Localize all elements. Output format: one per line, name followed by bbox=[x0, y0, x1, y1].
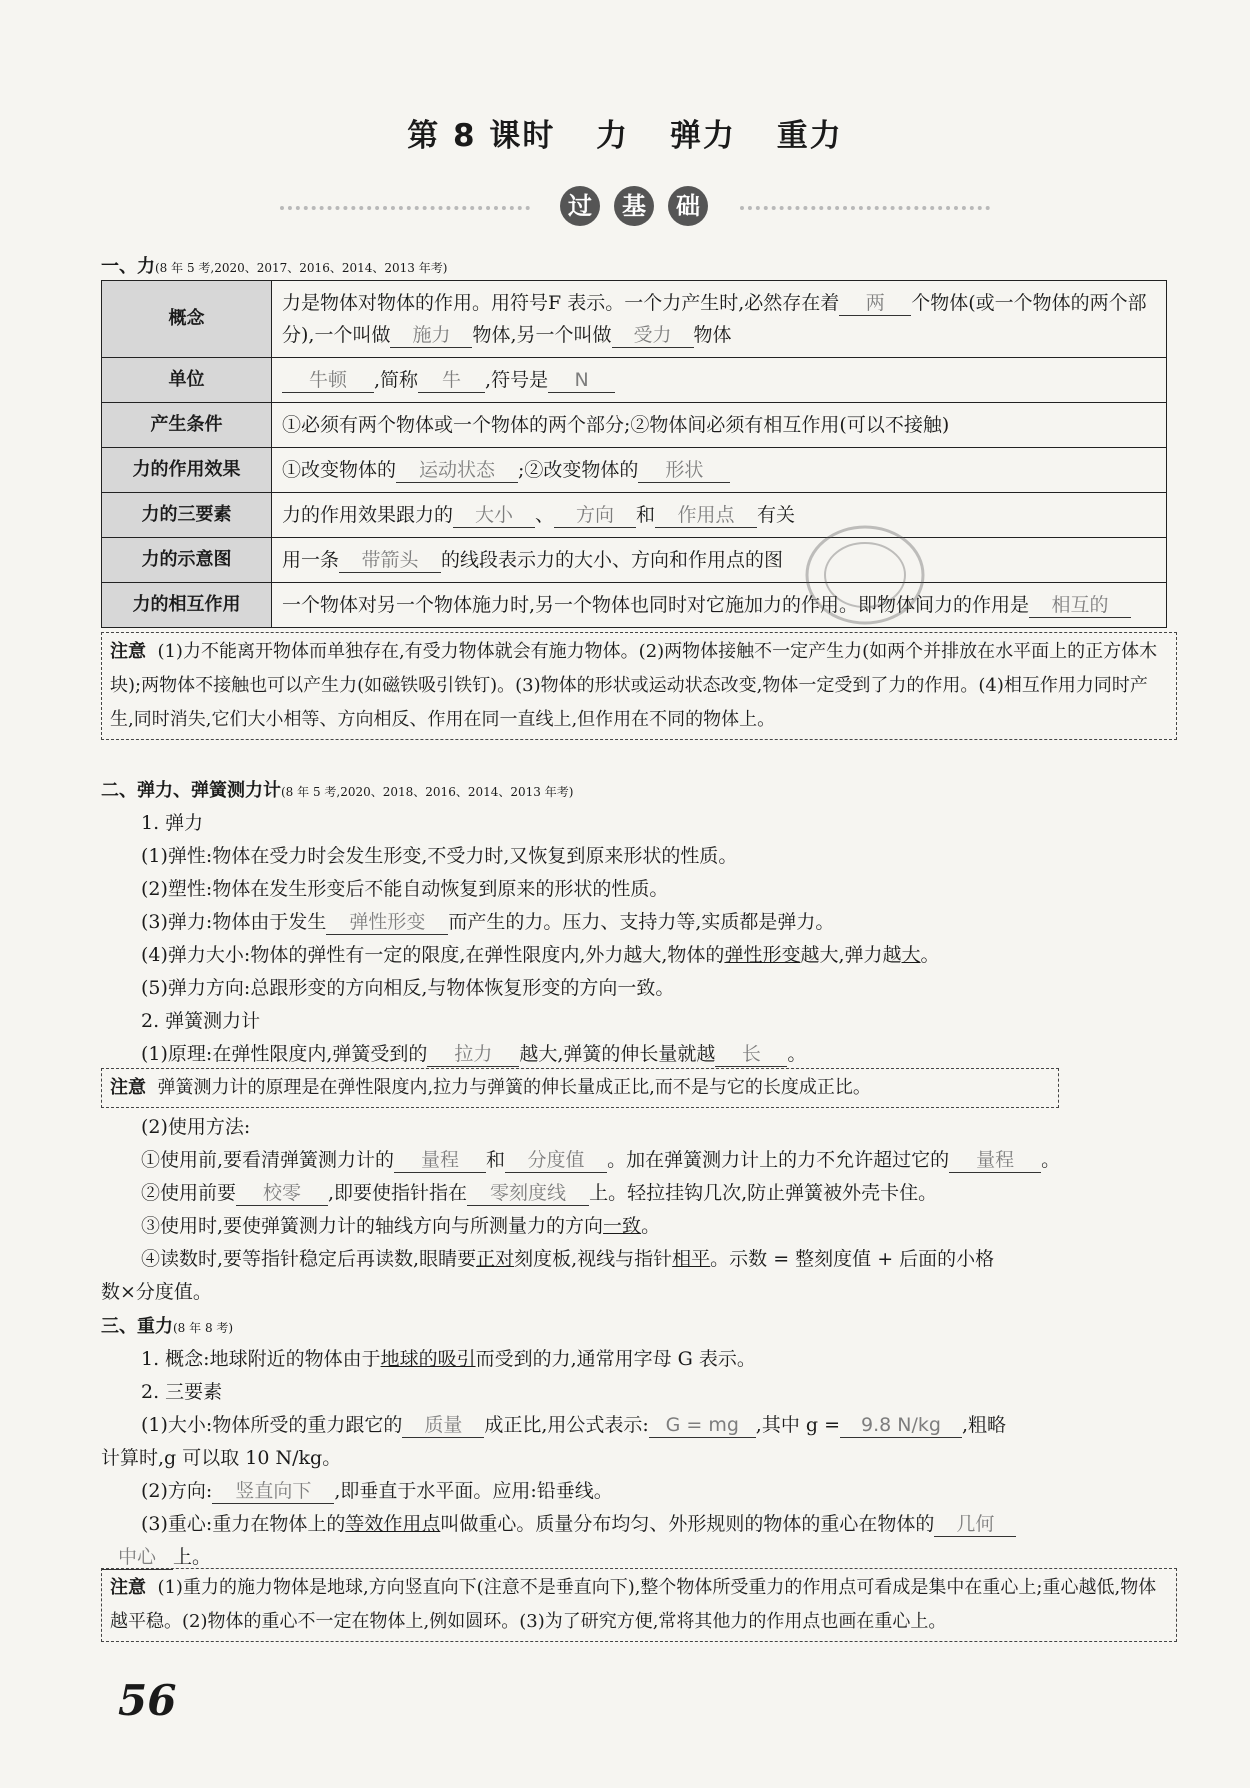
banner-dots-right bbox=[740, 206, 990, 214]
note-force: 注意 (1)力不能离开物体而单独存在,有受力物体就会有施力物体。(2)两物体接触不一定产生力(如两个并排放在水平面上的正方体木块);两物体不接触也可以产生力(如磁铁吸引铁钉)。(3)物体的形状或运动状态改变,物体一定受到了力的作用。(4)相互作用力同时产生,同时消失,它们大小相等、方向相反、作用在同一直线上,但作用在不同的物体上。 bbox=[101, 632, 1177, 740]
text-line: (1)大小:物体所受的重力跟它的 质量 成正比,用公式表示: G = mg ,其中 g = 9.8 N/kg ,粗略 bbox=[141, 1414, 1007, 1436]
answer-blank: 量程 bbox=[949, 1148, 1041, 1173]
stamp-watermark-icon bbox=[800, 520, 930, 630]
row-header: 单位 bbox=[102, 358, 272, 403]
title-gravity: 重力 bbox=[776, 118, 843, 154]
banner-dots-left bbox=[280, 206, 530, 214]
answer-blank: 零刻度线 bbox=[467, 1181, 589, 1206]
table-row bbox=[102, 583, 1167, 628]
text-line: (4)弹力大小:物体的弹性有一定的限度,在弹性限度内,外力越大,物体的弹性形变越大,弹力越大。 bbox=[141, 944, 940, 966]
answer-blank: 相互的 bbox=[1029, 593, 1131, 618]
text-line: 2. 三要素 bbox=[141, 1381, 223, 1403]
text-line: 中心 上。 bbox=[101, 1542, 1171, 1570]
text-line: (3)重心:重力在物体上的等效作用点叫做重心。质量分布均匀、外形规则的物体的重心在物体的 几何 bbox=[101, 1509, 1211, 1537]
answer-blank: 大小 bbox=[453, 503, 535, 528]
answer-blank: 运动状态 bbox=[396, 458, 518, 483]
banner-char: 础 bbox=[668, 186, 708, 226]
title-elastic: 弹力 bbox=[669, 118, 736, 154]
answer-blank: 方向 bbox=[554, 503, 636, 528]
answer-blank: N bbox=[548, 368, 615, 393]
note-gravity: 注意 (1)重力的施力物体是地球,方向竖直向下(注意不是垂直向下),整个物体所受重力的作用点可看成是集中在重心上;重心越低,物体越平稳。(2)物体的重心不一定在物体上,例如圆环。(3)为了研究方便,常将其他力的作用点也画在重心上。 bbox=[101, 1568, 1177, 1642]
answer-blank: 质量 bbox=[402, 1413, 484, 1438]
page-title bbox=[0, 110, 1250, 155]
answer-blank: 两 bbox=[839, 291, 911, 316]
row-header: 概念 bbox=[102, 281, 272, 358]
row-content: 用一条 带箭头 的线段表示力的大小、方向和作用点的图 bbox=[272, 538, 1167, 583]
section-heading-gravity: 三、重力(8 年 8 考) bbox=[101, 1316, 234, 1337]
table-row bbox=[102, 358, 1167, 403]
answer-blank: 长 bbox=[715, 1042, 787, 1067]
text-line: 2. 弹簧测力计 bbox=[141, 1010, 261, 1032]
row-header: 力的相互作用 bbox=[102, 583, 272, 628]
answer-blank: 作用点 bbox=[655, 503, 757, 528]
table-row bbox=[102, 538, 1167, 583]
text-line: ①使用前,要看清弹簧测力计的 量程 和 分度值 。加在弹簧测力计上的力不允许超过它的 量程 。 bbox=[141, 1149, 1061, 1171]
text-line: 1. 概念:地球附近的物体由于地球的吸引而受到的力,通常用字母 G 表示。 bbox=[141, 1348, 756, 1370]
answer-blank: 带箭头 bbox=[339, 548, 441, 573]
answer-blank: 分度值 bbox=[505, 1148, 607, 1173]
answer-blank: 几何 bbox=[934, 1512, 1016, 1537]
row-header: 产生条件 bbox=[102, 403, 272, 448]
title-force: 力 bbox=[596, 118, 630, 154]
section-heading-force: 一、力(8 年 5 考,2020、2017、2016、2014、2013 年考) bbox=[101, 256, 448, 277]
section-heading-elastic: 二、弹力、弹簧测力计(8 年 5 考,2020、2018、2016、2014、2013 年考) bbox=[101, 780, 574, 801]
row-content: 一个物体对另一个物体施力时,另一个物体也同时对它施加力的作用。即物体间力的作用是 相互的 bbox=[272, 583, 1167, 628]
table-row bbox=[102, 493, 1167, 538]
row-content: ①必须有两个物体或一个物体的两个部分;②物体间必须有相互作用(可以不接触) bbox=[272, 403, 1167, 448]
answer-blank: G = mg bbox=[649, 1413, 756, 1438]
answer-blank: 弹性形变 bbox=[326, 910, 448, 935]
force-table bbox=[101, 280, 1167, 628]
answer-blank: 牛顿 bbox=[282, 368, 374, 393]
text-line: (3)弹力:物体由于发生 弹性形变 而产生的力。压力、支持力等,实质都是弹力。 bbox=[141, 911, 835, 933]
answer-blank: 施力 bbox=[390, 323, 472, 348]
text-line: ④读数时,要等指针稳定后再读数,眼睛要正对刻度板,视线与指针相平。示数 = 整刻度值 + 后面的小格 bbox=[141, 1248, 995, 1270]
answer-blank: 受力 bbox=[612, 323, 694, 348]
answer-blank: 拉力 bbox=[427, 1042, 519, 1067]
answer-blank: 校零 bbox=[236, 1181, 328, 1206]
text-line: (2)方向: 竖直向下 ,即垂直于水平面。应用:铅垂线。 bbox=[141, 1480, 613, 1502]
row-content: 力的作用效果跟力的 大小 、 方向 和 作用点 有关 bbox=[272, 493, 1167, 538]
answer-blank: 形状 bbox=[638, 458, 730, 483]
text-line: ②使用前要 校零 ,即要使指针指在 零刻度线 上。轻拉挂钩几次,防止弹簧被外壳卡住。 bbox=[141, 1182, 938, 1204]
page-number: 56 bbox=[118, 1676, 177, 1725]
table-row bbox=[102, 403, 1167, 448]
text-line: (1)弹性:物体在受力时会发生形变,不受力时,又恢复到原来形状的性质。 bbox=[141, 845, 738, 867]
row-header: 力的三要素 bbox=[102, 493, 272, 538]
table-row bbox=[102, 448, 1167, 493]
note-spring-scale: 注意 弹簧测力计的原理是在弹性限度内,拉力与弹簧的伸长量成正比,而不是与它的长度成正比。 bbox=[101, 1068, 1059, 1108]
banner-char: 过 bbox=[560, 186, 600, 226]
text-line: (2)使用方法: bbox=[141, 1116, 251, 1138]
answer-blank: 牛 bbox=[418, 368, 485, 393]
text-line: 计算时,g 可以取 10 N/kg。 bbox=[101, 1447, 342, 1469]
title-lesson: 第 8 课时 bbox=[407, 118, 556, 154]
text-line: 1. 弹力 bbox=[141, 812, 204, 834]
answer-blank: 量程 bbox=[394, 1148, 486, 1173]
answer-blank: 9.8 N/kg bbox=[840, 1413, 962, 1438]
row-content: 牛顿 ,简称 牛 ,符号是 N bbox=[272, 358, 1167, 403]
text-line: (2)塑性:物体在发生形变后不能自动恢复到原来的形状的性质。 bbox=[141, 878, 669, 900]
row-content: ①改变物体的 运动状态 ;②改变物体的 形状 bbox=[272, 448, 1167, 493]
table-row bbox=[102, 281, 1167, 358]
banner-char: 基 bbox=[614, 186, 654, 226]
row-header: 力的作用效果 bbox=[102, 448, 272, 493]
text-line: ③使用时,要使弹簧测力计的轴线方向与所测量力的方向一致。 bbox=[141, 1215, 661, 1237]
answer-blank: 竖直向下 bbox=[212, 1479, 334, 1504]
row-header: 力的示意图 bbox=[102, 538, 272, 583]
text-line: (5)弹力方向:总跟形变的方向相反,与物体恢复形变的方向一致。 bbox=[141, 977, 675, 999]
text-line: (1)原理:在弹性限度内,弹簧受到的 拉力 越大,弹簧的伸长量就越 长 。 bbox=[141, 1043, 807, 1065]
row-content: 力是物体对物体的作用。用符号F 表示。一个力产生时,必然存在着 两 个物体(或一个物体的两个部分),一个叫做 施力 物体,另一个叫做 受力 物体 bbox=[272, 281, 1167, 358]
answer-blank: 中心 bbox=[101, 1545, 173, 1570]
text-line: 数×分度值。 bbox=[101, 1281, 212, 1303]
section-banner bbox=[260, 186, 990, 230]
